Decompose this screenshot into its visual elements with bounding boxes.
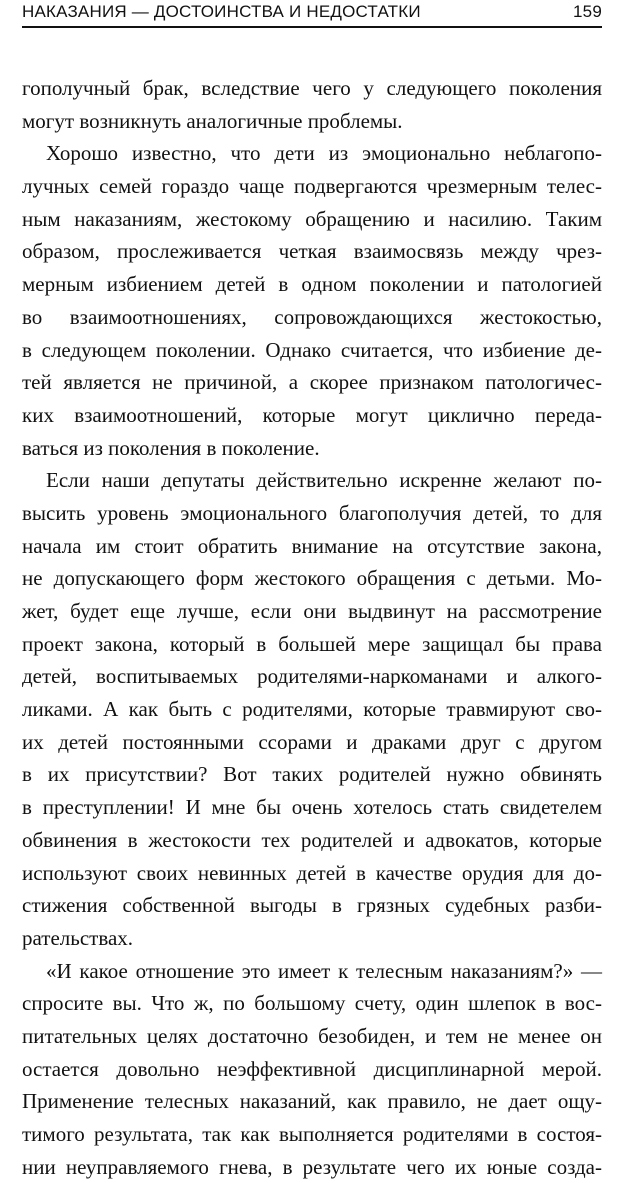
text-line: питательных целях достаточно безобиден, и тем не менее он [22,1023,602,1048]
text-line: «И какое отношение это имеет к телесным наказаниям?» — [46,958,602,983]
text-line: детей, воспитываемых родителями-наркоманами и алкого- [22,664,602,689]
text-line: Применение телесных наказаний, как правило, не дает ощу- [22,1089,602,1114]
text-line: начала им стоит обратить внимание на отсутствие закона, [22,533,602,558]
text-line: ваться из поколения в поколение. [22,435,320,460]
text-line: гополучный брак, вследствие чего у следующего поколения [22,76,602,100]
text-line: высить уровень эмоционального благополучия детей, то для [22,500,602,525]
text-line: тей является не причиной, а скорее признаком патологичес- [22,370,602,395]
text-line: мерным избиением детей в одном поколении и патологией [22,272,602,297]
text-line: остается довольно неэффективной дисциплинарной мерой. [22,1056,602,1081]
running-head [22,0,602,28]
text-line: стижения собственной выгоды в грязных судебных разби- [22,893,602,918]
text-line: жет, будет еще лучше, если они выдвинут на рассмотрение [22,599,602,623]
text-line: ликами. А как быть с родителями, которые травмируют сво- [22,697,602,722]
body-text [22,72,602,1183]
text-line: могут возникнуть аналогичные проблемы. [22,108,403,133]
text-line: не допускающего форм жестокого обращения с детьми. Мо- [22,566,602,591]
running-title: НАКАЗАНИЯ — ДОСТОИНСТВА И НЕДОСТАТКИ [22,2,421,21]
text-line: Хорошо известно, что дети из эмоционально неблагопо- [46,141,602,166]
text-line: лучных семей гораздо чаще подвергаются чрезмерным телес- [22,174,602,199]
text-line: проект закона, который в большей мере защищал бы права [22,631,602,656]
text-line: используют своих невинных детей в качестве орудия для до- [22,860,602,885]
text-line: их детей постоянными ссорами и драками друг с другом [22,729,602,754]
text-line: спросите вы. Что ж, по большому счету, один шлепок в вос- [22,991,602,1016]
page-number: 159 [573,2,602,21]
text-line: обвинения в жестокости тех родителей и адвокатов, которые [22,827,602,852]
text-line: ких взаимоотношений, которые могут циклично переда- [22,402,602,427]
text-line: ным наказаниям, жестокому обращению и насилию. Таким [22,206,602,231]
text-line: рательствах. [22,925,134,950]
text-line: Если наши депутаты действительно искренне желают по- [46,468,602,493]
text-line: во взаимоотношениях, сопровождающихся жестокостью, [22,304,602,329]
text-line: тимого результата, так как выполняется родителями в состоя- [22,1122,602,1146]
text-line: в преступлении! И мне бы очень хотелось стать свидетелем [22,795,602,820]
text-line: образом, прослеживается четкая взаимосвязь между чрез- [22,239,602,264]
text-line: в их присутствии? Вот таких родителей нужно обвинять [22,762,602,787]
text-line: в следующем поколении. Однако считается, что избиение де- [22,337,602,362]
text-line: нии неуправляемого гнева, в результате чего их юные созда- [22,1154,602,1179]
